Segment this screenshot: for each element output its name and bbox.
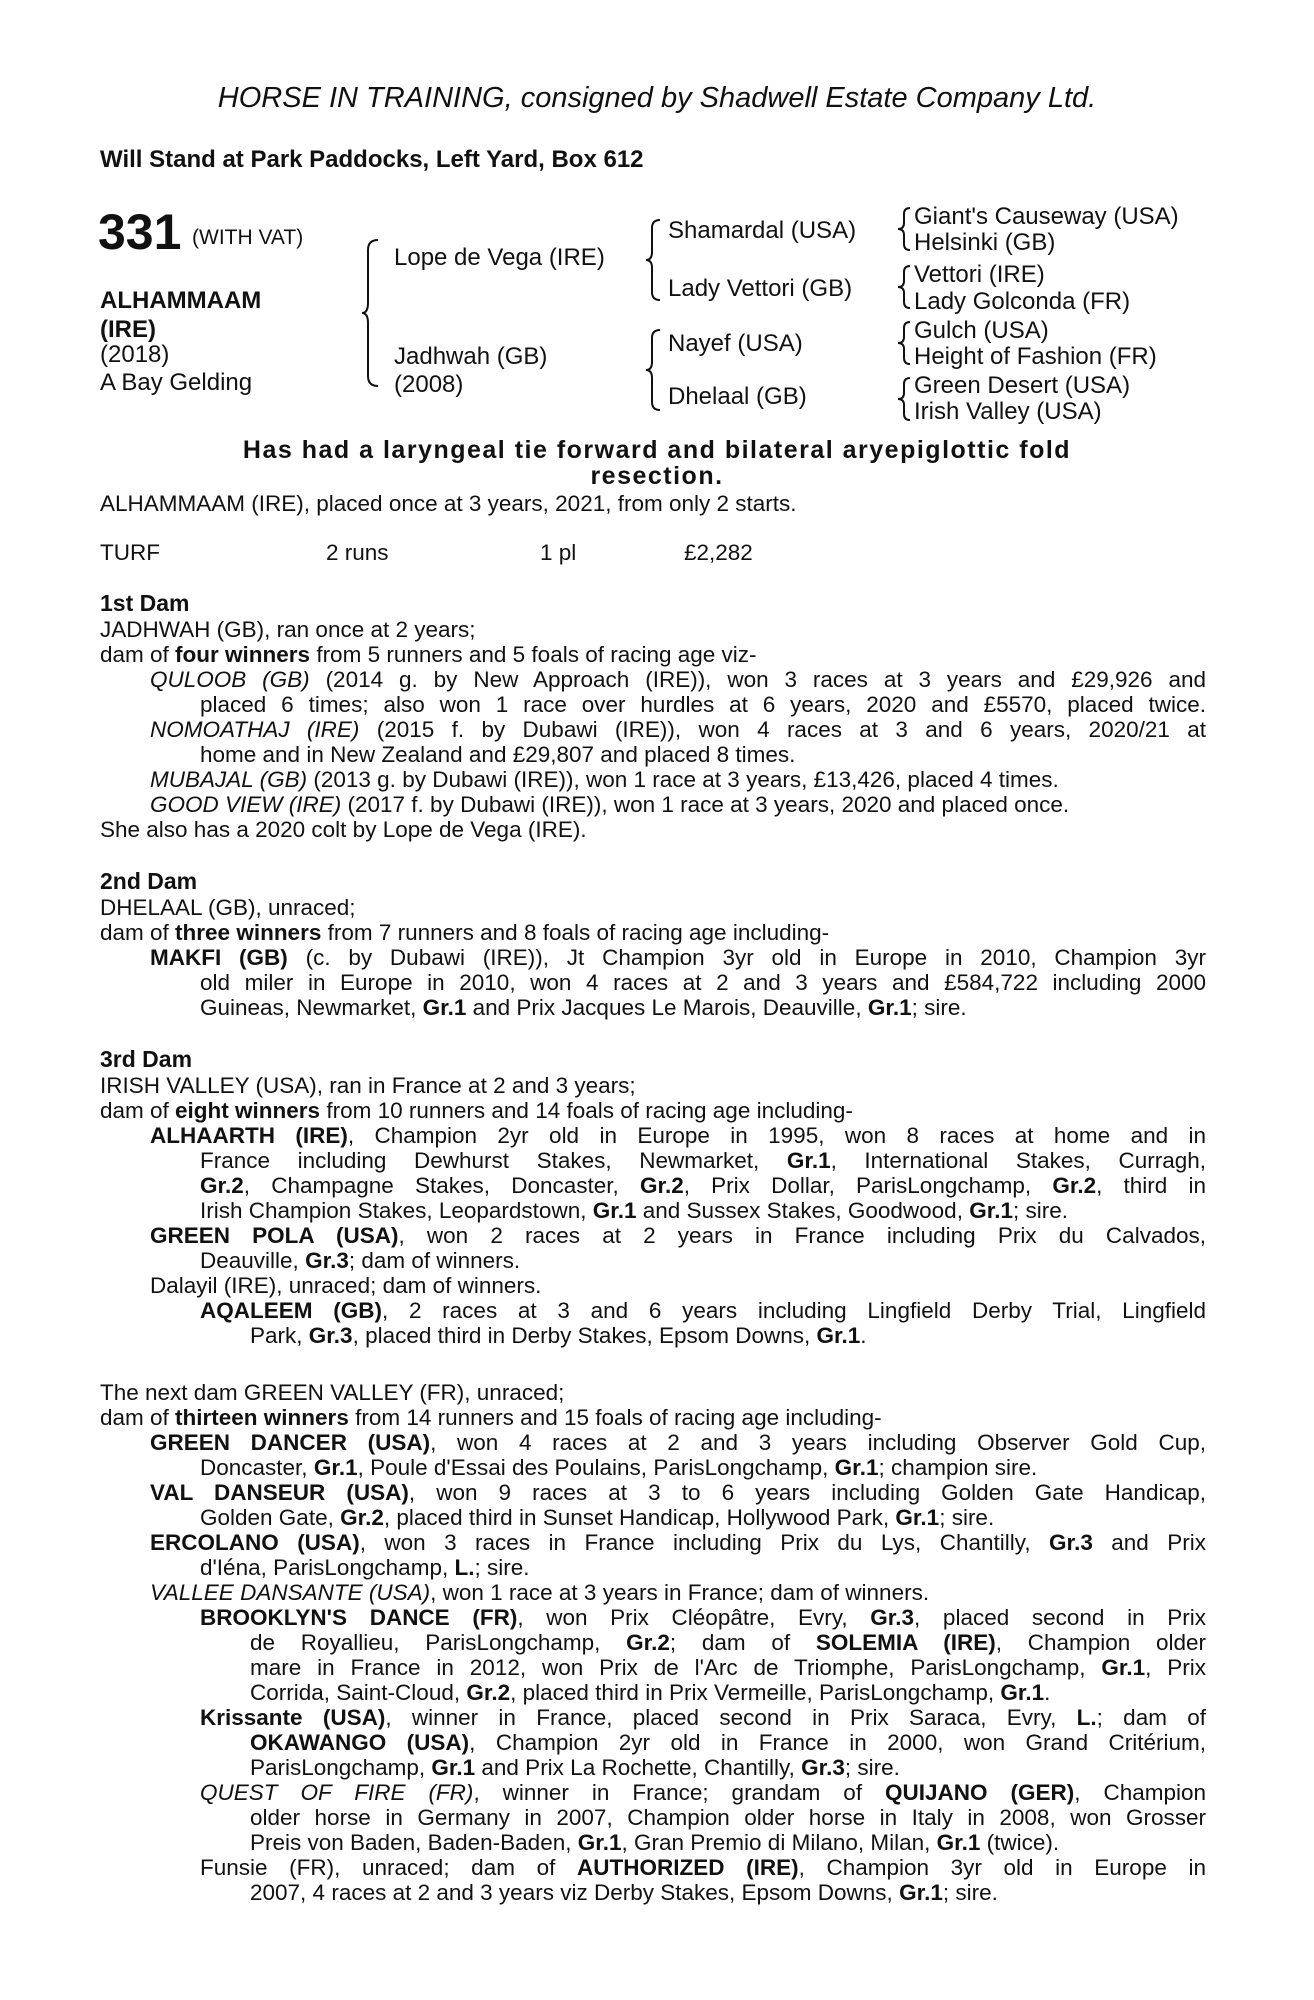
val-danseur-line-1: VAL DANSEUR (USA), won 9 races at 3 to 6 years including Golden Gate Handicap, [150, 1480, 1206, 1505]
funsie-line-1: Funsie (FR), unraced; dam of AUTHORIZED (IRE), Champion 3yr old in Europe in [200, 1855, 1206, 1880]
next-dam-produce-line: dam of thirteen winners from 14 runners and 15 foals of racing age including- [100, 1405, 882, 1430]
pedigree-ds-sire: Gulch (USA) [914, 317, 1049, 344]
dalayil-line: Dalayil (IRE), unraced; dam of winners. [150, 1273, 542, 1298]
quest-of-fire-line-1: QUEST OF FIRE (FR), winner in France; grandam of QUIJANO (GER), Champion [200, 1780, 1207, 1805]
ercolano-line-1: ERCOLANO (USA), won 3 races in France including Prix du Lys, Chantilly, Gr.3 and Prix [150, 1530, 1207, 1555]
horse-foaling-year: (2018) [100, 341, 170, 368]
stats-runs: 2 runs [326, 540, 389, 565]
first-dam-heading: 1st Dam [100, 590, 190, 616]
next-dam-line: The next dam GREEN VALLEY (FR), unraced; [100, 1380, 565, 1405]
krissante-line-3: ParisLongchamp, Gr.1 and Prix La Rochette, Chantilly, Gr.3; sire. [250, 1755, 900, 1780]
brooklyns-dance-line-3: mare in France in 2012, won Prix de l'Arc de Triomphe, ParisLongchamp, Gr.1, Prix [250, 1655, 1206, 1680]
brooklyns-dance-line-4: Corrida, Saint-Cloud, Gr.2, placed third in Prix Vermeille, ParisLongchamp, Gr.1. [250, 1680, 1051, 1705]
alhaarth-line-2: France including Dewhurst Stakes, Newmarket, Gr.1, International Stakes, Curragh, [200, 1148, 1206, 1173]
pedigree-dam-sire: Nayef (USA) [668, 330, 803, 357]
race-summary: ALHAMMAAM (IRE), placed once at 3 years, 2021, from only 2 starts. [100, 491, 797, 516]
krissante-line-1: Krissante (USA), winner in France, placed second in Prix Saraca, Evry, L.; dam of [200, 1705, 1206, 1730]
pedigree-dd-sire: Green Desert (USA) [914, 372, 1131, 399]
stats-surface: TURF [100, 540, 160, 565]
funsie-line-2: 2007, 4 races at 2 and 3 years viz Derby Stakes, Epsom Downs, Gr.1; sire. [250, 1880, 998, 1905]
pedigree-brace-dd [896, 376, 914, 422]
pedigree-brace-sire [644, 218, 664, 302]
second-dam-heading: 2nd Dam [100, 868, 198, 894]
makfi-line-3: Guineas, Newmarket, Gr.1 and Prix Jacques Le Marois, Deauville, Gr.1; sire. [200, 995, 967, 1020]
horse-name: ALHAMMAAM [100, 287, 262, 314]
nomoathaj-line-2: home and in New Zealand and £29,807 and placed 8 times. [200, 742, 796, 767]
pedigree-dd-dam: Irish Valley (USA) [914, 398, 1102, 425]
pedigree-brace-dam [644, 328, 664, 412]
lot-number: 331 [98, 204, 182, 260]
pedigree-dam-dam: Dhelaal (GB) [668, 383, 807, 410]
pedigree-dam: Jadhwah (GB) [394, 343, 548, 370]
first-dam-foal-note: She also has a 2020 colt by Lope de Vega (IRE). [100, 817, 587, 842]
second-dam-produce-line: dam of three winners from 7 runners and 8 foals of racing age including- [100, 920, 830, 945]
third-dam-line: IRISH VALLEY (USA), ran in France at 2 and 3 years; [100, 1073, 636, 1098]
pedigree-sd-sire: Vettori (IRE) [914, 261, 1045, 288]
makfi-line-1: MAKFI (GB) (c. by Dubawi (IRE)), Jt Champion 3yr old in Europe in 2010, Champion 3yr [150, 945, 1206, 970]
green-pola-line-2: Deauville, Gr.3; dam of winners. [200, 1248, 521, 1273]
pedigree-brace-sd [896, 264, 914, 310]
stand-location: Will Stand at Park Paddocks, Left Yard, Box 612 [100, 146, 644, 173]
green-dancer-line-2: Doncaster, Gr.1, Poule d'Essai des Poulains, ParisLongchamp, Gr.1; champion sire. [200, 1455, 1038, 1480]
third-dam-produce-line: dam of eight winners from 10 runners and 14 foals of racing age including- [100, 1098, 853, 1123]
pedigree-sire: Lope de Vega (IRE) [394, 244, 605, 271]
nomoathaj-line-1: NOMOATHAJ (IRE) (2015 f. by Dubawi (IRE)), won 4 races at 3 and 6 years, 2020/21 at [150, 717, 1206, 742]
first-dam-line: JADHWAH (GB), ran once at 2 years; [100, 617, 476, 642]
pedigree-ds-dam: Height of Fashion (FR) [914, 343, 1157, 370]
pedigree-sire-sire: Shamardal (USA) [668, 217, 857, 244]
third-dam-heading: 3rd Dam [100, 1046, 193, 1072]
krissante-line-2: OKAWANGO (USA), Champion 2yr old in France in 2000, won Grand Critérium, [250, 1730, 1206, 1755]
notice-line-2: resection. [590, 462, 724, 490]
notice-line-1: Has had a laryngeal tie forward and bilateral aryepiglottic fold [242, 436, 1072, 464]
brooklyns-dance-line-1: BROOKLYN'S DANCE (FR), won Prix Cléopâtre, Evry, Gr.3, placed second in Prix [200, 1605, 1206, 1630]
horse-description: A Bay Gelding [100, 369, 253, 396]
veterinary-notice [100, 437, 1214, 489]
pedigree-ss-dam: Helsinki (GB) [914, 229, 1056, 256]
stats-earnings: £2,282 [684, 540, 753, 565]
alhaarth-line-3: Gr.2, Champagne Stakes, Doncaster, Gr.2, Prix Dollar, ParisLongchamp, Gr.2, third in [200, 1173, 1206, 1198]
quloob-line-1: QULOOB (GB) (2014 g. by New Approach (IRE)), won 3 races at 3 years and £29,926 and [150, 667, 1206, 692]
vallee-dansante-line: VALLEE DANSANTE (USA), won 1 race at 3 years in France; dam of winners. [150, 1580, 930, 1605]
brooklyns-dance-line-2: de Royallieu, ParisLongchamp, Gr.2; dam of SOLEMIA (IRE), Champion older [250, 1630, 1206, 1655]
quest-of-fire-line-2: older horse in Germany in 2007, Champion older horse in Italy in 2008, won Grosser [250, 1805, 1206, 1830]
pedigree-dam-year: (2008) [394, 371, 464, 398]
alhaarth-line-4: Irish Champion Stakes, Leopardstown, Gr.1 and Sussex Stakes, Goodwood, Gr.1; sire. [200, 1198, 1068, 1223]
pedigree-ss-sire: Giant's Causeway (USA) [914, 203, 1179, 230]
pedigree-brace-main [360, 238, 382, 388]
first-dam-produce-line: dam of four winners from 5 runners and 5 foals of racing age viz- [100, 642, 757, 667]
pedigree-sire-dam: Lady Vettori (GB) [668, 275, 853, 302]
aqaleem-line-2: Park, Gr.3, placed third in Derby Stakes, Epsom Downs, Gr.1. [250, 1323, 867, 1348]
makfi-line-2: old miler in Europe in 2010, won 4 races at 2 and 3 years and £584,722 including 2000 [200, 970, 1206, 995]
pedigree-brace-ss [896, 206, 914, 252]
alhaarth-line-1: ALHAARTH (IRE), Champion 2yr old in Europe in 1995, won 8 races at home and in [150, 1123, 1206, 1148]
val-danseur-line-2: Golden Gate, Gr.2, placed third in Sunset Handicap, Hollywood Park, Gr.1; sire. [200, 1505, 995, 1530]
green-pola-line-1: GREEN POLA (USA), won 2 races at 2 years in France including Prix du Calvados, [150, 1223, 1206, 1248]
horse-origin: (IRE) [100, 316, 156, 343]
aqaleem-line-1: AQALEEM (GB), 2 races at 3 and 6 years including Lingfield Derby Trial, Lingfield [200, 1298, 1206, 1323]
consignor-heading: HORSE IN TRAINING, consigned by Shadwell Estate Company Ltd. [217, 82, 1097, 114]
pedigree-brace-ds [896, 320, 914, 366]
stats-placings: 1 pl [540, 540, 577, 565]
ercolano-line-2: d'Iéna, ParisLongchamp, L.; sire. [200, 1555, 530, 1580]
quloob-line-2: placed 6 times; also won 1 race over hurdles at 6 years, 2020 and £5570, placed twice. [200, 692, 1206, 717]
vat-label: (WITH VAT) [192, 226, 304, 249]
green-dancer-line-1: GREEN DANCER (USA), won 4 races at 2 and 3 years including Observer Gold Cup, [150, 1430, 1206, 1455]
good-view-line: GOOD VIEW (IRE) (2017 f. by Dubawi (IRE)), won 1 race at 3 years, 2020 and placed once. [150, 792, 1070, 817]
pedigree-sd-dam: Lady Golconda (FR) [914, 288, 1131, 315]
second-dam-line: DHELAAL (GB), unraced; [100, 895, 356, 920]
quest-of-fire-line-3: Preis von Baden, Baden-Baden, Gr.1, Gran Premio di Milano, Milan, Gr.1 (twice). [250, 1830, 1060, 1855]
mubajal-line: MUBAJAL (GB) (2013 g. by Dubawi (IRE)), won 1 race at 3 years, £13,426, placed 4 times. [150, 767, 1059, 792]
